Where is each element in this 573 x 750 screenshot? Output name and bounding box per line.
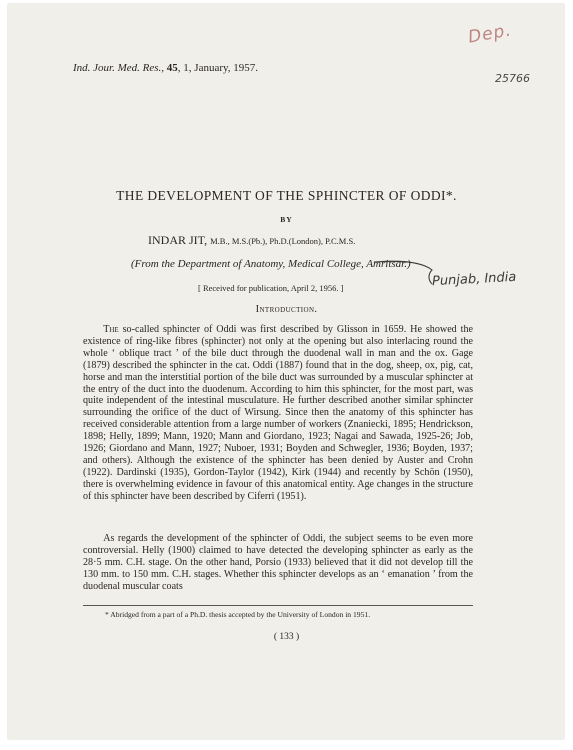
- received-date: [ Received for publication, April 2, 1956. ]: [198, 283, 344, 293]
- author-degrees: M.B., M.S.(Pb.), Ph.D.(London), P.C.M.S.: [210, 236, 356, 246]
- handwritten-note-top: Dep.: [466, 20, 514, 48]
- author-line: [148, 233, 355, 248]
- author-name: INDAR JIT,: [148, 233, 208, 247]
- paragraph-2: [83, 533, 473, 593]
- paragraph-1-lead: The: [103, 324, 119, 335]
- journal-issue-date: , 1, January, 1957.: [177, 62, 259, 74]
- footnote-rule: [83, 605, 473, 606]
- byline-label: BY: [280, 215, 293, 224]
- footnote: * Abridged from a part of a Ph.D. thesis accepted by the University of London in 1951.: [105, 610, 371, 619]
- section-heading-introduction: Introduction.: [255, 304, 318, 315]
- page-number: ( 133 ): [273, 632, 300, 642]
- journal-name: Ind. Jour. Med. Res.,: [73, 62, 165, 74]
- handwritten-accession-number: 25766: [495, 72, 530, 85]
- journal-citation: [73, 62, 258, 74]
- author-affiliation: (From the Department of Anatomy, Medical College, Amritsar.): [131, 258, 411, 270]
- journal-volume: 45: [166, 62, 178, 74]
- paragraph-1-text: so-called sphincter of Oddi was first described by Glisson in 1659. He showed the existence of ring-like fibres (sphincter) not only at the opening but also interlacing round the whole ‘ oblique tract ’ of the bile duct through the duodenal wall in man and the ox. Gage (1879) described the sphincter in the cat. Oddi (1887) found that in the dog, sheep, ox, pig, cat, horse and man the interstitial portion of the bile duct was surrounded by a muscular sphincter at the entry of the duct into the duodenum. According to him this sphincter, for the most part, was quite independent of the intestinal musculature. He further described another similar sphincter surrounding the orifice of the duct of Wirsung. Since then the anatomy of this sphincter has received considerable attention from a large number of workers (Znaniecki, 1895; Hendrickson, 1898; Helly, 1899; Mann, 1920; Mann and Giordano, 1923; Nagai and Sawada, 1925-26; Job, 1926; Giordano and Mann, 1927; Nuboer, 1931; Boyden and Schwegler, 1936; Boyden, 1937; and others). Although the existence of the sphincter has been denied by Auster and Crohn (1922). Dardinski (1935), Gordon-Taylor (1942), Kirk (1944) and recently by Schön (1950), there is overwhelming evidence in favour of this anatomical entity. Age changes in the structure of this sphincter have been described by Ciferri (1951).: [83, 324, 473, 502]
- paragraph-1: [83, 324, 473, 503]
- paragraph-2-text: As regards the development of the sphincter of Oddi, the subject seems to be even more controversial. Helly (1900) claimed to have detected the developing sphincter as early as the 28·5 mm. C.H. stage. On the other hand, Porsio (1933) believed that it did not develop till the 130 mm. to 150 mm. C.H. stages. Whether this sphincter develops as an ‘ emanation ’ from the duodenal muscular coats: [83, 533, 473, 592]
- handwritten-place-note: Punjab, India: [431, 269, 517, 290]
- article-title: THE DEVELOPMENT OF THE SPHINCTER OF ODDI*.: [116, 188, 457, 203]
